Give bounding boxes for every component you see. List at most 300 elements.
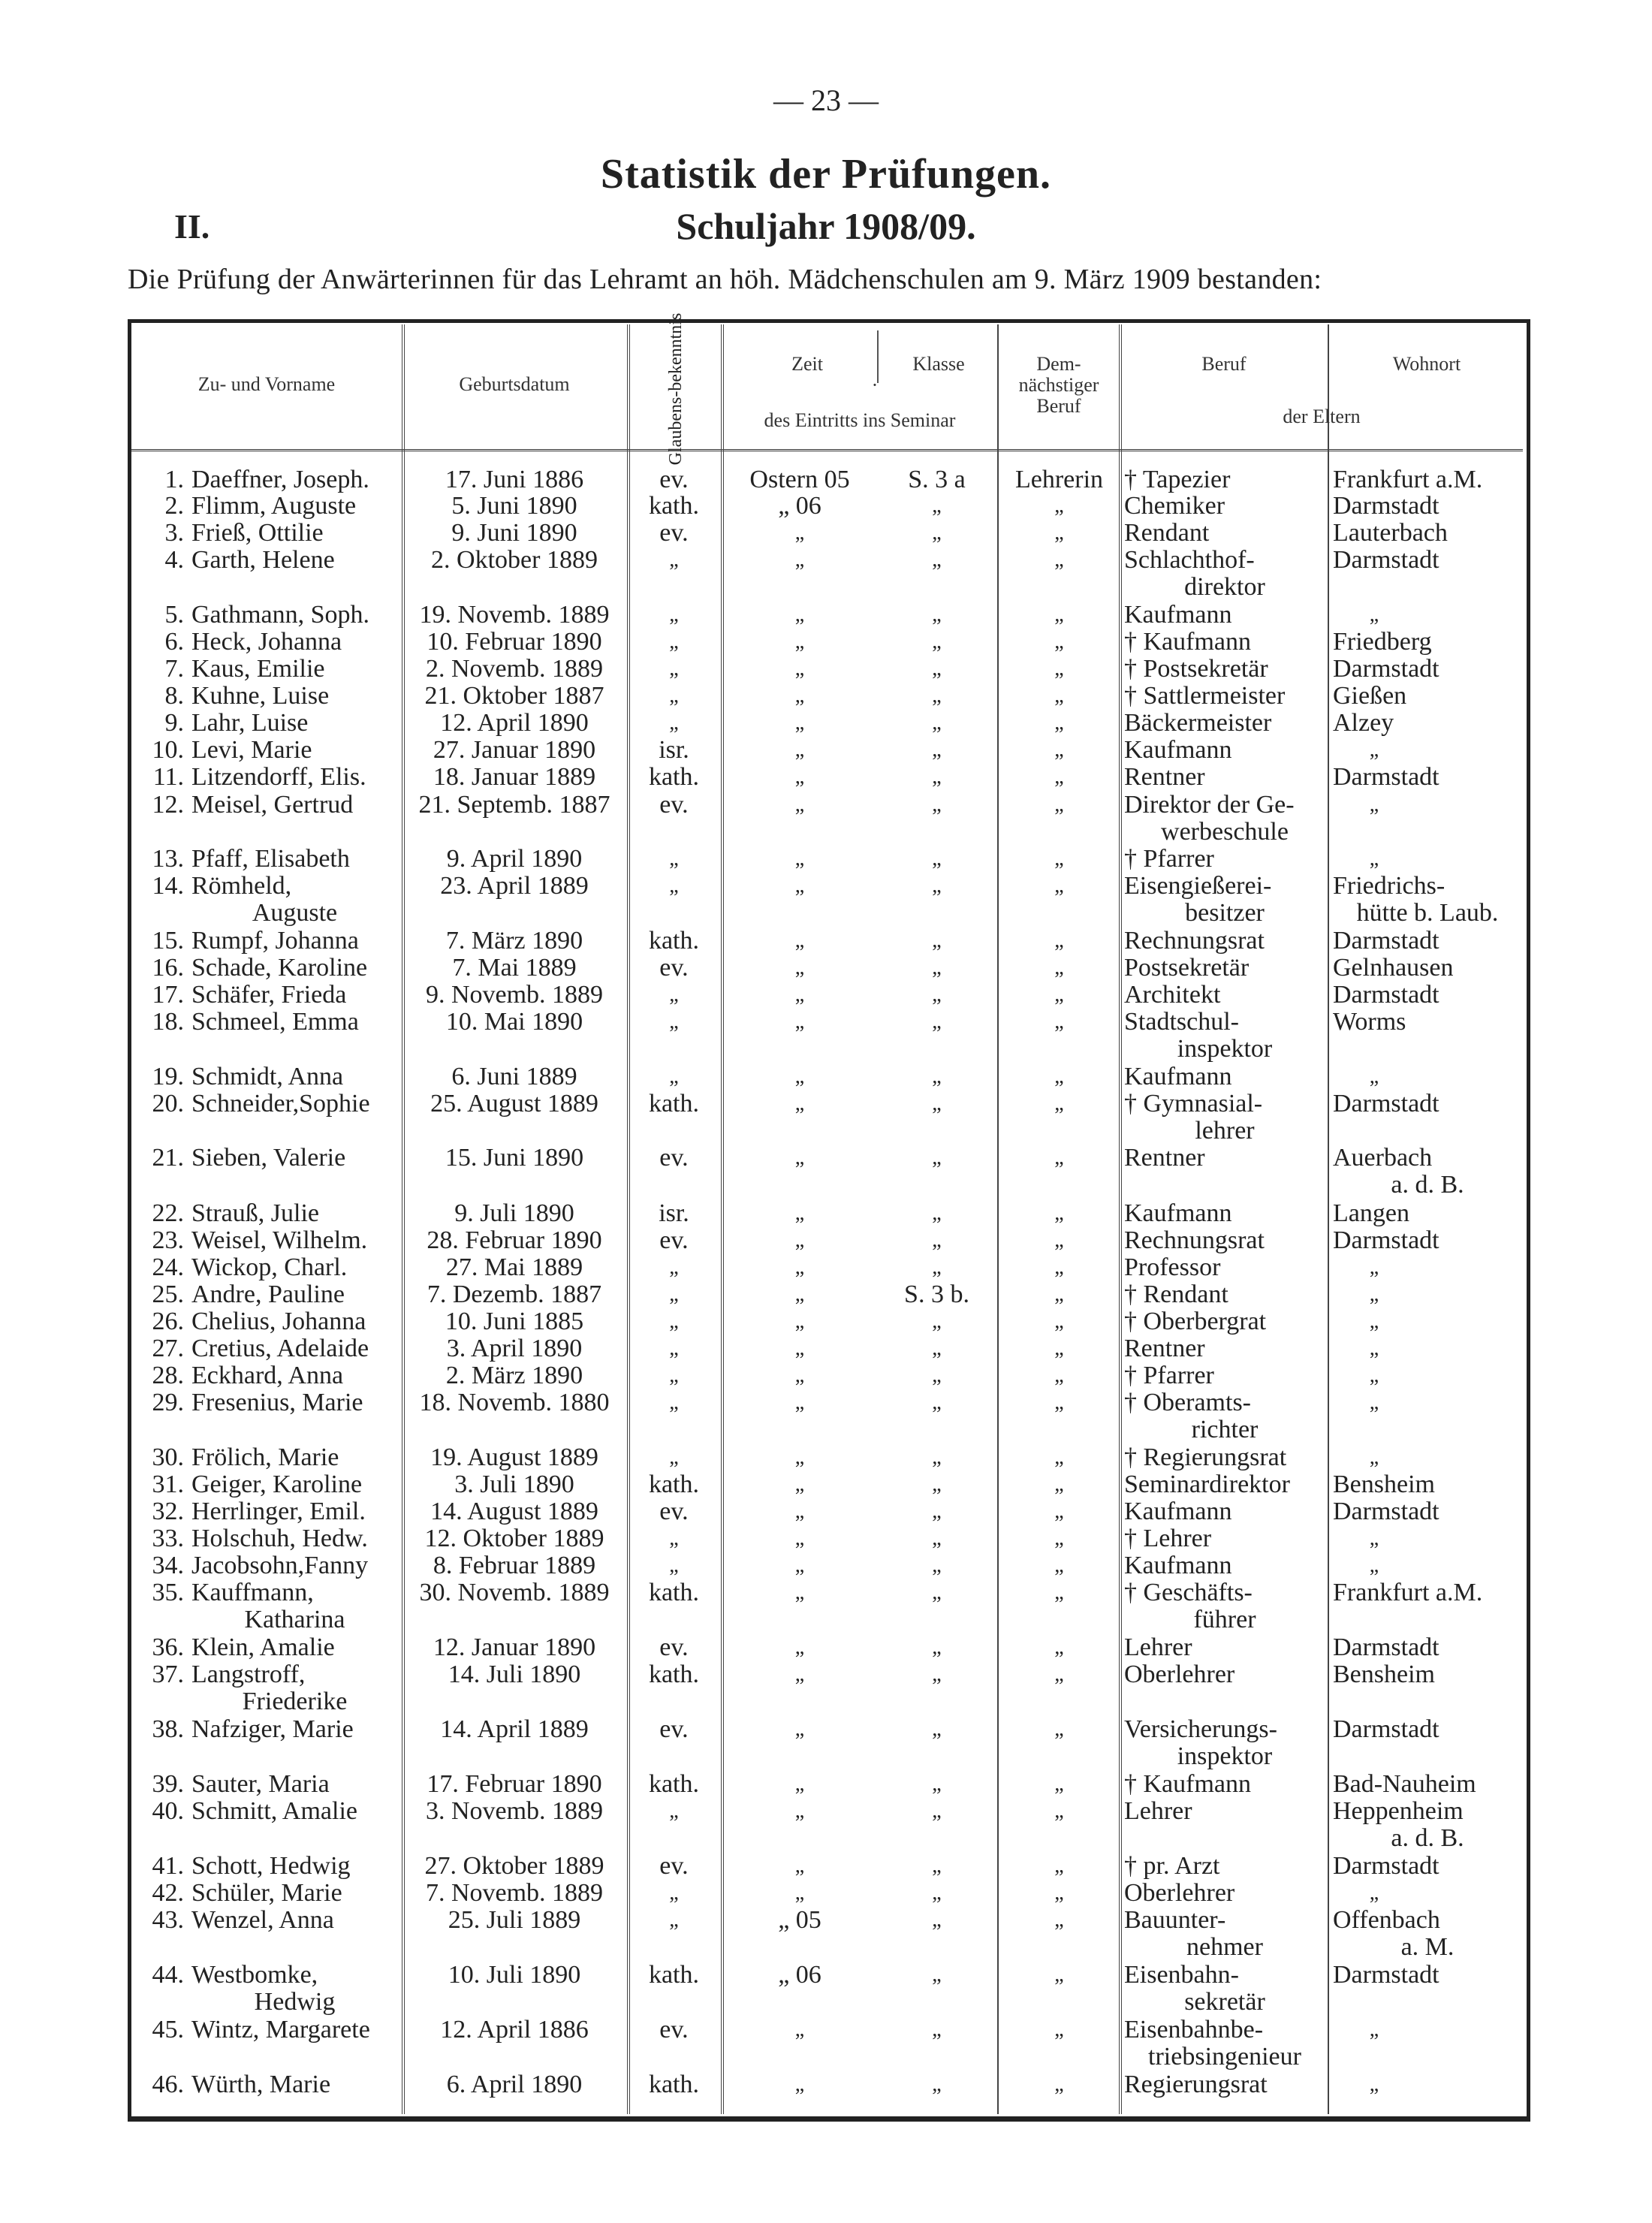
cell-name: Schäfer, Frieda	[191, 981, 347, 1009]
cell-no: 3.	[164, 519, 184, 547]
cell-klasse: S. 3 a	[908, 466, 966, 493]
cell-job: Kaufmann	[1124, 1552, 1232, 1579]
cell-name: Weisel, Wilhelm.	[191, 1226, 368, 1254]
cell-home: Alzey	[1333, 709, 1394, 737]
cell-birth: 10. Juli 1890	[448, 1961, 581, 1989]
cell-klasse: „	[932, 684, 942, 707]
cell-job: Rentner	[1124, 763, 1205, 791]
cell-next: „	[1054, 548, 1064, 572]
header-parents-home: Wohnort	[1392, 353, 1461, 375]
cell-rel: „	[669, 1010, 679, 1033]
cell-time: „	[794, 1554, 805, 1577]
cell-name: Lahr, Luise	[191, 709, 309, 737]
cell-klasse: „	[932, 983, 942, 1006]
cell-job: Kaufmann	[1124, 1199, 1232, 1227]
cell-home: Langen	[1333, 1199, 1409, 1227]
cell-home: „	[1369, 1065, 1379, 1088]
cell-rel: „	[669, 847, 679, 870]
cell-home: Darmstadt	[1333, 1961, 1439, 1989]
cell-klasse: „	[932, 1310, 942, 1333]
cell-name: Heck, Johanna	[191, 628, 342, 656]
cell-birth: 3. Juli 1890	[454, 1470, 574, 1498]
cell-no: 28.	[152, 1362, 184, 1389]
cell-rel: kath.	[648, 492, 700, 520]
cell-job: Kaufmann	[1124, 1498, 1232, 1525]
cell-no: 43.	[152, 1906, 184, 1934]
cell-no: 8.	[164, 682, 184, 710]
cell-no: 25.	[152, 1280, 184, 1308]
cell-time: „	[794, 1473, 805, 1496]
cell-no: 30.	[152, 1443, 184, 1471]
cell-rel: ev.	[659, 466, 689, 493]
cell-klasse: „	[932, 793, 942, 816]
cell-job: Kaufmann	[1124, 601, 1232, 629]
cell-job: Rentner	[1124, 1335, 1205, 1362]
cell-job: Direktor der Ge-	[1124, 791, 1295, 819]
cell-home: Darmstadt	[1333, 492, 1439, 520]
cell-job: † Pfarrer	[1124, 845, 1214, 873]
cell-birth: 7. März 1890	[445, 927, 583, 955]
cell-next: „	[1054, 1772, 1064, 1796]
cell-rel: ev.	[659, 1498, 689, 1525]
cell-job: Eisenbahnbe-	[1124, 2016, 1264, 2044]
cell-next: „	[1054, 1854, 1064, 1878]
cell-no: 44.	[152, 1961, 184, 1989]
cell-no: 5.	[164, 601, 184, 629]
cell-next: „	[1054, 1473, 1064, 1496]
cell-rel: ev.	[659, 1852, 689, 1880]
cell-home: Heppenheim	[1333, 1797, 1464, 1825]
cell-rel: kath.	[648, 763, 700, 791]
cell-name2: Hedwig	[254, 1988, 336, 2016]
header-birth: Geburtsdatum	[459, 373, 570, 395]
cell-klasse: „	[932, 1718, 942, 1741]
cell-job: Rentner	[1124, 1144, 1205, 1172]
cell-time: „	[794, 548, 805, 572]
cell-next: „	[1054, 1283, 1064, 1306]
cell-home: „	[1369, 603, 1379, 626]
cell-birth: 19. Novemb. 1889	[419, 601, 610, 629]
cell-home: Lauterbach	[1333, 519, 1448, 547]
cell-no: 15.	[152, 927, 184, 955]
header-next-3: Beruf	[1036, 395, 1081, 417]
cell-rel: „	[669, 983, 679, 1006]
cell-next: „	[1054, 630, 1064, 653]
cell-home: Frankfurt a.M.	[1333, 1579, 1483, 1606]
cell-rel: „	[669, 1554, 679, 1577]
cell-next: „	[1054, 956, 1064, 979]
cell-name: Garth, Helene	[191, 546, 335, 574]
cell-time: „	[794, 1581, 805, 1604]
cell-rel: „	[669, 1527, 679, 1550]
cell-next: „	[1054, 1146, 1064, 1169]
cell-rel: „	[669, 1337, 679, 1360]
cell-time: „	[794, 1146, 805, 1169]
cell-rel: „	[669, 1283, 679, 1306]
cell-time: „	[794, 1527, 805, 1550]
cell-job: Bauunter-	[1124, 1906, 1226, 1934]
cell-name: Schneider,Sophie	[191, 1090, 370, 1118]
cell-home: „	[1369, 847, 1379, 870]
cell-birth: 15. Juni 1890	[445, 1144, 584, 1172]
cell-next: „	[1054, 2073, 1064, 2096]
cell-time: „	[794, 657, 805, 680]
cell-time: „	[794, 956, 805, 979]
cell-home: Bad-Nauheim	[1333, 1770, 1476, 1798]
cell-time: „	[794, 1310, 805, 1333]
cell-job: † Lehrer	[1124, 1525, 1212, 1552]
cell-klasse: „	[932, 2073, 942, 2096]
cell-klasse: „	[932, 738, 942, 762]
cell-rel: ev.	[659, 1226, 689, 1254]
cell-klasse: „	[932, 1446, 942, 1469]
cell-birth: 2. Oktober 1889	[431, 546, 598, 574]
cell-next: „	[1054, 494, 1064, 517]
cell-next: „	[1054, 1636, 1064, 1659]
cell-job: † Kaufmann	[1124, 628, 1252, 656]
cell-home: „	[1369, 1283, 1379, 1306]
cell-next: „	[1054, 521, 1064, 544]
cell-name: Würth, Marie	[191, 2071, 331, 2098]
cell-no: 46.	[152, 2071, 184, 2098]
cell-klasse: „	[932, 847, 942, 870]
cell-klasse: „	[932, 1908, 942, 1932]
cell-job2: inspektor	[1177, 1035, 1273, 1063]
cell-klasse: „	[932, 1527, 942, 1550]
cell-birth: 10. Juni 1885	[445, 1308, 584, 1335]
cell-time: „	[794, 521, 805, 544]
cell-rel: „	[669, 874, 679, 897]
cell-time: „	[794, 983, 805, 1006]
cell-rel: „	[669, 1256, 679, 1279]
cell-time: „	[794, 1256, 805, 1279]
cell-next: „	[1054, 1256, 1064, 1279]
cell-job: † Geschäfts-	[1124, 1579, 1253, 1606]
header-next-1: Dem-	[1036, 353, 1081, 375]
cell-no: 20.	[152, 1090, 184, 1118]
cell-rel: „	[669, 1310, 679, 1333]
cell-next: „	[1054, 1364, 1064, 1387]
cell-job: Kaufmann	[1124, 736, 1232, 764]
cell-no: 45.	[152, 2016, 184, 2044]
cell-rel: kath.	[648, 927, 700, 955]
cell-birth: 10. Februar 1890	[427, 628, 602, 656]
cell-rel: „	[669, 684, 679, 707]
cell-klasse: „	[932, 711, 942, 734]
cell-home: „	[1369, 1256, 1379, 1279]
cell-birth: 7. Mai 1889	[452, 954, 577, 982]
cell-job: Architekt	[1124, 981, 1221, 1009]
cell-time: „ 06	[778, 1961, 821, 1989]
cell-time: „	[794, 1010, 805, 1033]
cell-no: 4.	[164, 546, 184, 574]
cell-klasse: „	[932, 494, 942, 517]
cell-job: Postsekretär	[1124, 954, 1250, 982]
cell-job: † pr. Arzt	[1124, 1852, 1220, 1880]
cell-name: Schmeel, Emma	[191, 1008, 359, 1036]
cell-next: „	[1054, 1581, 1064, 1604]
cell-home: „	[1369, 1554, 1379, 1577]
cell-klasse: „	[932, 1963, 942, 1986]
cell-rel: ev.	[659, 954, 689, 982]
cell-no: 18.	[152, 1008, 184, 1036]
cell-job2: inspektor	[1177, 1742, 1273, 1770]
cell-no: 11.	[152, 763, 184, 791]
cell-home: „	[1369, 793, 1379, 816]
cell-rel: ev.	[659, 791, 689, 819]
cell-name: Schmitt, Amalie	[191, 1797, 357, 1825]
cell-birth: 14. April 1889	[440, 1715, 589, 1743]
cell-home: Darmstadt	[1333, 546, 1439, 574]
cell-klasse: „	[932, 1581, 942, 1604]
cell-job: Eisenbahn-	[1124, 1961, 1239, 1989]
cell-klasse: „	[932, 1229, 942, 1252]
cell-no: 42.	[152, 1879, 184, 1907]
cell-rel: „	[669, 657, 679, 680]
cell-klasse: „	[932, 2018, 942, 2041]
cell-name: Kaus, Emilie	[191, 655, 325, 683]
cell-job: Chemiker	[1124, 492, 1225, 520]
cell-next: „	[1054, 1446, 1064, 1469]
cell-time: „	[794, 1092, 805, 1115]
cell-home2: a. M.	[1400, 1933, 1455, 1961]
cell-job: † Regierungsrat	[1124, 1443, 1287, 1471]
cell-no: 29.	[152, 1389, 184, 1416]
cell-name2: Friederike	[242, 1688, 348, 1715]
cell-birth: 27. Januar 1890	[433, 736, 596, 764]
cell-job: Lehrer	[1124, 1797, 1192, 1825]
cell-next: „	[1054, 847, 1064, 870]
cell-klasse: „	[932, 1364, 942, 1387]
cell-home: Darmstadt	[1333, 655, 1439, 683]
cell-job: Schlachthof-	[1124, 546, 1255, 574]
cell-name: Eckhard, Anna	[191, 1362, 344, 1389]
header-religion: Glaubens-bekenntnis	[666, 312, 686, 465]
cell-home: Friedrichs-	[1333, 872, 1446, 900]
cell-no: 38.	[152, 1715, 184, 1743]
cell-time: „	[794, 874, 805, 897]
cell-no: 37.	[152, 1660, 184, 1688]
cell-time: „	[794, 603, 805, 626]
cell-home: Darmstadt	[1333, 763, 1439, 791]
cell-rel: isr.	[659, 1199, 689, 1227]
header-parents-job: Beruf	[1201, 353, 1247, 375]
cell-rel: ev.	[659, 1633, 689, 1661]
cell-time: „	[794, 2073, 805, 2096]
cell-time: „	[794, 1636, 805, 1659]
cell-rel: kath.	[648, 1660, 700, 1688]
cell-birth: 3. April 1890	[446, 1335, 583, 1362]
cell-klasse: „	[932, 1391, 942, 1414]
cell-birth: 27. Oktober 1889	[424, 1852, 604, 1880]
cell-job: † Oberbergrat	[1124, 1308, 1267, 1335]
cell-name: Holschuh, Hedw.	[191, 1525, 368, 1552]
cell-no: 19.	[152, 1063, 184, 1090]
cell-name: Flimm, Auguste	[191, 492, 357, 520]
cell-home2: hütte b. Laub.	[1356, 899, 1499, 927]
cell-next: „	[1054, 657, 1064, 680]
cell-birth: 9. April 1890	[446, 845, 583, 873]
cell-no: 32.	[152, 1498, 184, 1525]
cell-job: Lehrer	[1124, 1633, 1192, 1661]
cell-rel: „	[669, 1799, 679, 1823]
page-title: Statistik der Prüfungen.	[600, 151, 1052, 198]
cell-time: „	[794, 1854, 805, 1878]
cell-no: 27.	[152, 1335, 184, 1362]
cell-klasse: „	[932, 1146, 942, 1169]
cell-home: „	[1369, 1881, 1379, 1905]
cell-time: „	[794, 1229, 805, 1252]
cell-job: Eisengießerei-	[1124, 872, 1272, 900]
cell-time: „	[794, 793, 805, 816]
cell-time: „	[794, 711, 805, 734]
cell-name: Andre, Pauline	[191, 1280, 345, 1308]
cell-klasse: „	[932, 1554, 942, 1577]
cell-next: „	[1054, 684, 1064, 707]
cell-job: Rechnungsrat	[1124, 927, 1265, 955]
cell-time: „	[794, 765, 805, 789]
cell-job: Versicherungs-	[1124, 1715, 1277, 1743]
cell-next: „	[1054, 1202, 1064, 1225]
cell-home: „	[1369, 1337, 1379, 1360]
cell-home: Darmstadt	[1333, 927, 1439, 955]
cell-next: „	[1054, 1065, 1064, 1088]
cell-next: „	[1054, 1092, 1064, 1115]
cell-rel: isr.	[659, 736, 689, 764]
cell-time: „ 06	[778, 492, 821, 520]
cell-klasse: „	[932, 956, 942, 979]
cell-home: „	[1369, 1527, 1379, 1550]
cell-birth: 17. Juni 1886	[445, 466, 584, 493]
cell-no: 21.	[152, 1144, 184, 1172]
cell-home: Darmstadt	[1333, 1090, 1439, 1118]
cell-no: 31.	[152, 1470, 184, 1498]
cell-next: „	[1054, 1391, 1064, 1414]
cell-home: Bensheim	[1333, 1660, 1435, 1688]
cell-job: Regierungsrat	[1124, 2071, 1268, 2098]
cell-rel: ev.	[659, 519, 689, 547]
header-next-2: nächstiger	[1018, 374, 1099, 396]
cell-birth: 18. Novemb. 1880	[419, 1389, 610, 1416]
cell-job: Rendant	[1124, 519, 1210, 547]
cell-birth: 2. März 1890	[445, 1362, 583, 1389]
cell-klasse: „	[932, 1473, 942, 1496]
cell-time: „	[794, 1065, 805, 1088]
cell-name: Sauter, Maria	[191, 1770, 330, 1798]
cell-no: 24.	[152, 1253, 184, 1281]
cell-birth: 14. Juli 1890	[448, 1660, 581, 1688]
cell-klasse: „	[932, 1065, 942, 1088]
cell-name: Frieß, Ottilie	[191, 519, 324, 547]
cell-klasse: „	[932, 521, 942, 544]
cell-home: Darmstadt	[1333, 1226, 1439, 1254]
cell-time: „	[794, 847, 805, 870]
cell-no: 13.	[152, 845, 184, 873]
cell-job: Professor	[1124, 1253, 1221, 1281]
cell-klasse: „	[932, 1881, 942, 1905]
cell-time: „	[794, 1391, 805, 1414]
cell-no: 41.	[152, 1852, 184, 1880]
cell-time: „	[794, 1718, 805, 1741]
cell-next: „	[1054, 1554, 1064, 1577]
cell-home: Gießen	[1333, 682, 1407, 710]
cell-no: 26.	[152, 1308, 184, 1335]
cell-rel: „	[669, 1446, 679, 1469]
cell-job: † Sattlermeister	[1124, 682, 1286, 710]
cell-rel: „	[669, 630, 679, 653]
cell-rel: ev.	[659, 1715, 689, 1743]
cell-no: 1.	[164, 466, 184, 493]
cell-name: Pfaff, Elisabeth	[191, 845, 350, 873]
cell-birth: 7. Novemb. 1889	[425, 1879, 604, 1907]
cell-klasse: „	[932, 1636, 942, 1659]
cell-name: Chelius, Johanna	[191, 1308, 366, 1335]
cell-job2: besitzer	[1185, 899, 1265, 927]
cell-name: Herrlinger, Emil.	[191, 1498, 366, 1525]
cell-klasse: „	[932, 1500, 942, 1523]
cell-job: Bäckermeister	[1124, 709, 1272, 737]
cell-no: 40.	[152, 1797, 184, 1825]
cell-job: † Oberamts-	[1124, 1389, 1252, 1416]
cell-no: 6.	[164, 628, 184, 656]
cell-next: „	[1054, 765, 1064, 789]
cell-name: Jacobsohn,Fanny	[191, 1552, 369, 1579]
cell-home: Darmstadt	[1333, 1633, 1439, 1661]
cell-next: „	[1054, 1500, 1064, 1523]
cell-time: „	[794, 1364, 805, 1387]
cell-time: „	[794, 1881, 805, 1905]
cell-name: Nafziger, Marie	[191, 1715, 354, 1743]
cell-birth: 12. Oktober 1889	[424, 1525, 604, 1552]
cell-home: „	[1369, 2018, 1379, 2041]
cell-job: Rechnungsrat	[1124, 1226, 1265, 1254]
cell-rel: ev.	[659, 1144, 689, 1172]
cell-rel: kath.	[648, 1770, 700, 1798]
cell-name: Fresenius, Marie	[191, 1389, 363, 1416]
cell-birth: 21. Septemb. 1887	[418, 791, 610, 819]
cell-time: „	[794, 1446, 805, 1469]
cell-birth: 12. Januar 1890	[433, 1633, 596, 1661]
cell-time: „	[794, 1283, 805, 1306]
cell-rel: „	[669, 1364, 679, 1387]
cell-next: „	[1054, 1799, 1064, 1823]
cell-birth: 6. Juni 1889	[451, 1063, 577, 1090]
intro-text: Die Prüfung der Anwärterinnen für das Lehramt an höh. Mädchenschulen am 9. März 1909 bestanden:	[128, 264, 1322, 295]
cell-next: „	[1054, 1310, 1064, 1333]
cell-next: „	[1054, 1881, 1064, 1905]
cell-klasse: „	[932, 1799, 942, 1823]
cell-home: „	[1369, 1310, 1379, 1333]
cell-time: „	[794, 2018, 805, 2041]
cell-time: „ 05	[778, 1906, 821, 1934]
cell-rel: kath.	[648, 2071, 700, 2098]
cell-birth: 27. Mai 1889	[445, 1253, 583, 1281]
cell-klasse: „	[932, 929, 942, 952]
cell-rel: „	[669, 1065, 679, 1088]
cell-job: † Tapezier	[1124, 466, 1231, 493]
cell-name: Strauß, Julie	[191, 1199, 319, 1227]
cell-name: Wenzel, Anna	[191, 1906, 334, 1934]
cell-name: Cretius, Adelaide	[191, 1335, 369, 1362]
cell-name: Meisel, Gertrud	[191, 791, 354, 819]
cell-klasse: „	[932, 1663, 942, 1686]
section-number: II.	[174, 207, 210, 246]
cell-birth: 7. Dezemb. 1887	[427, 1280, 602, 1308]
cell-job: † Rendant	[1124, 1280, 1228, 1308]
cell-klasse: „	[932, 1772, 942, 1796]
cell-no: 10.	[152, 736, 184, 764]
cell-job: † Postsekretär	[1124, 655, 1268, 683]
